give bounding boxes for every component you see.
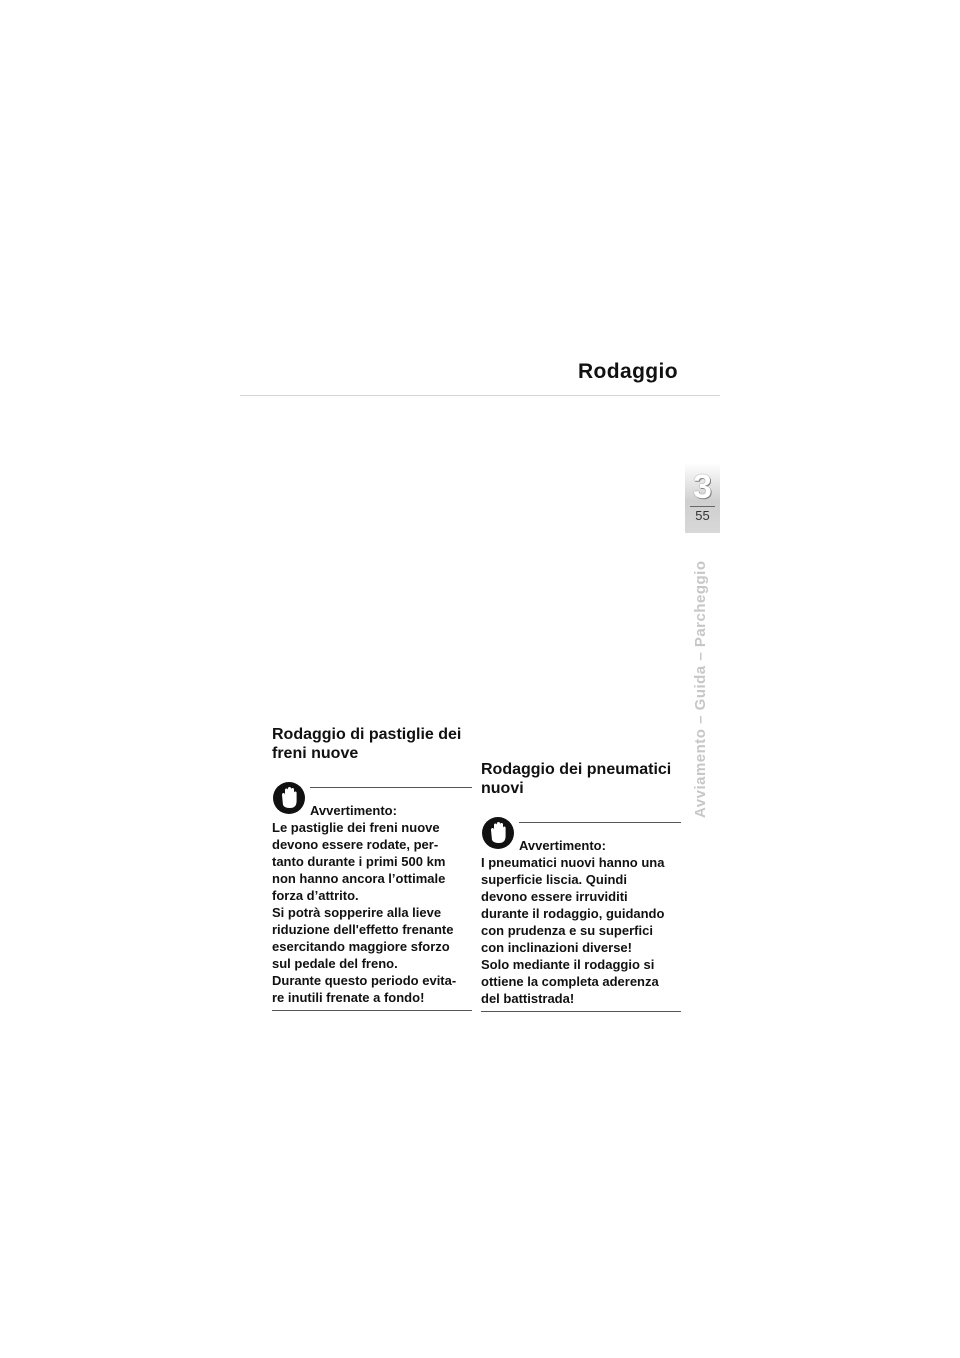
body-line: Solo mediante il rodaggio si [481, 957, 655, 972]
body-line: superficie liscia. Quindi [481, 872, 627, 887]
page-title: Rodaggio [577, 360, 678, 383]
section-heading: Rodaggio di pastiglie dei freni nuove [272, 726, 462, 762]
warning-label: Avvertimento: [310, 803, 397, 818]
page-number: 55 [695, 508, 710, 523]
stop-hand-icon [272, 781, 306, 815]
body-line: Durante questo periodo evita- [272, 973, 457, 988]
body-line: forza d’attrito. [272, 888, 359, 903]
section-new-tyres [481, 760, 681, 1012]
chapter-section-label [688, 548, 712, 818]
chapter-number: 3 [693, 468, 712, 506]
stop-hand-icon [481, 816, 515, 850]
chapter-section-label-text: Avviamento – Guida – Parcheggio [692, 560, 709, 818]
body-line: I pneumatici nuovi hanno una [481, 855, 665, 870]
body-line: sul pedale del freno. [272, 956, 398, 971]
body-line: devono essere rodate, per- [272, 837, 439, 852]
section-brake-pads [272, 725, 472, 1011]
warning-block [272, 787, 472, 1011]
section-heading: Rodaggio dei pneumatici nuovi [481, 761, 672, 797]
body-line: esercitando maggiore sforzo [272, 939, 450, 954]
body-line: tanto durante i primi 500 km [272, 854, 446, 869]
warning-body [272, 819, 472, 1011]
body-line: Le pastiglie dei freni nuove [272, 820, 440, 835]
body-line: Si potrà sopperire alla lieve [272, 905, 442, 920]
warning-label: Avvertimento: [519, 838, 606, 853]
body-line: riduzione dell'effetto frenante [272, 922, 454, 937]
warning-block [481, 822, 681, 1012]
body-line: con inclinazioni diverse! [481, 940, 632, 955]
warning-top-rule [310, 787, 472, 788]
warning-top-rule [519, 822, 681, 823]
body-line: non hanno ancora l’ottimale [272, 871, 446, 886]
warning-body [481, 854, 681, 1012]
body-line: ottiene la completa aderenza [481, 974, 659, 989]
body-line: con prudenza e su superfici [481, 923, 653, 938]
header-divider [240, 395, 720, 396]
body-line: re inutili frenate a fondo! [272, 990, 425, 1005]
body-line: durante il rodaggio, guidando [481, 906, 665, 921]
chapter-number-divider [690, 506, 715, 507]
body-line: del battistrada! [481, 991, 575, 1006]
body-line: devono essere irruviditi [481, 889, 628, 904]
